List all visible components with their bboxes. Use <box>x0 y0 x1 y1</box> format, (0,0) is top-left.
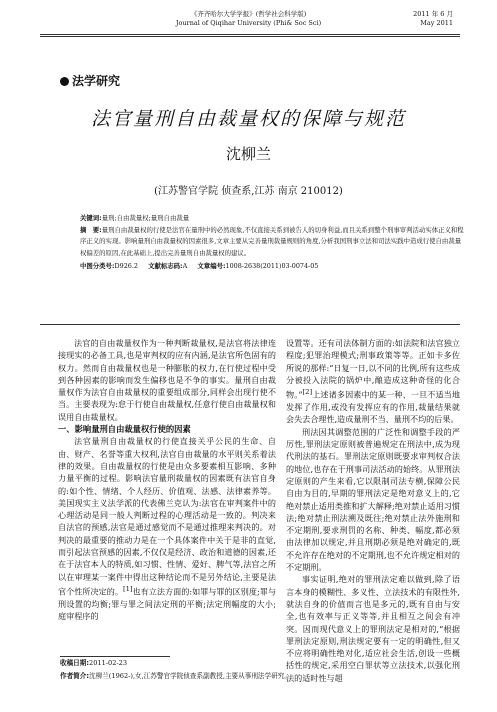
footnote-ref-2: [2] <box>302 388 313 397</box>
class-label: 中图分类号: <box>80 262 115 270</box>
author-bio-value: 沈柳兰(1962-),女,江苏警官学院侦查系副教授,主要从事刑法学研究。 <box>89 672 291 680</box>
footnote-block <box>60 657 460 683</box>
abstract-rule <box>40 324 460 325</box>
paragraph-a-text: 设置等。还有司法体制方面的:如法院和法官独立程度;犯罪治理模式;刑事政策等等。正如卡多佐所说的那样:“日复一日,以不同的比例,所有这些成分被投入法院的锅炉中,酿造成这种奇怪的化合物。” <box>286 338 460 400</box>
author-bio-label: 作者简介: <box>60 672 90 680</box>
class-value: D926.2 <box>114 262 138 270</box>
paragraph-1-text: 法官量刑自由裁量权的行使直接关乎公民的生命、自由、财产、名誉等重大权利,法官自由裁量的水平则关系着法律的效果。自由裁量权的行使是由众多要素相互影响、多种力量平衡的过程。影响法官量刑裁量权的因素既有法官自身的:如个性、情绪、个人经历、价值观、法感、法律素养等。美国现实主义法学派的代表佛兰克认为:法官在审判案件中的心理活动是同一般人判断过程的心理活动是一致的。判决来自法官的预感,法官是通过感觉而不是通过推理来判决的。对判决的最重要的推动力是在一个具体案件中关于是非的直觉,而引起法官预感的因素,不仅仅是经济、政治和道德的因素,还在于法官本人的特质,如习惯、性情、爱好、脾气等,法官之所以在审理某一案件中得出这种结论而不是另外结论,主要是法官个性所决定的。 <box>58 436 276 597</box>
section-1-heading: 一、影响量刑自由裁量权行使的因素 <box>58 424 191 435</box>
intro-paragraph: 法官的自由裁量权作为一种判断裁量权,是法官将法律连接现实的必备工具,也是审判权的应有内涵,是法官所色固有的权力。然而自由裁量权也是一种膨胀的权力,在行使过程中受到各种因素的影响而发生偏移也是不争的事实。量刑自由裁量权作为法官自由裁量权的重要组成部分,同样会出现行使不当。主要表现为:怠于行使自由裁量权,任意行使自由裁量权和误用自由裁量权。 <box>58 338 276 422</box>
header-rule-thin <box>40 36 460 37</box>
bullet-icon <box>60 77 69 86</box>
paper-author: 沈柳兰 <box>225 145 271 163</box>
received-value: 2011-02-23 <box>89 659 128 667</box>
paragraph-a-tail: 上述诸多因素中的某一种、一旦不适当地发挥了作用,或没有发挥应有的作用,裁量结果就会失去合理性,造成量刑不当、量刑不均的后果。 <box>286 389 460 425</box>
received-line <box>60 657 460 670</box>
doc-value: A <box>182 262 188 270</box>
footnote-ref-1: [1] <box>122 584 133 593</box>
paragraph-1 <box>58 435 276 622</box>
abstract-block <box>80 213 466 273</box>
abstract-line <box>80 225 466 260</box>
issue-date <box>413 10 453 28</box>
abstract-text: 量刑自由裁量权的行使是法官在量刑中的必然现象,不仅直接关系到被告人的切身利益,而且关系到整个刑事审判活动实体正义和程序正义的实现。影响量刑自由裁量权的因素很多,文章主要从完善量刑裁量规则的角度,分析我国刑事立法和司法实践中造成行使自由裁量权偏差的原因,在此基础上,提出完善量刑自由裁量权的建议。 <box>80 225 464 257</box>
body-column-right <box>286 337 460 684</box>
issue-date-cn: 2011 年 6 月 <box>413 10 453 18</box>
section-label: 法学研究 <box>72 74 121 88</box>
journal-name-en: Journal of Qiqihar University (Phi& Soc Sci) <box>175 19 322 27</box>
keywords: 量刑;自由裁量权;量刑自由裁量 <box>101 214 190 222</box>
keywords-line <box>80 213 466 225</box>
author-affiliation: (江苏警官学院 侦查系,江苏 南京 210012) <box>154 186 343 197</box>
running-header <box>0 8 497 34</box>
received-label: 收稿日期: <box>60 659 90 667</box>
paragraph-a <box>286 337 460 426</box>
paragraph-b: 刑法因其调整范围的广泛性和调整手段的严厉性,罪刑法定原则被普遍规定在刑法中,成为现代刑法的基石。罪刑法定原则既要求审判权合法的地位,也存在于刑事司法活动的始终。从罪刑法定原则的产生来看,它以限制司法专横,保障公民自由为目的,早期的罪刑法定是绝对意义上的,它绝对禁止适用类推和扩大解释;绝对禁止适用习惯法;绝对禁止刑法溯及既往;绝对禁止法外施刑和不定期刑,要求刑罚的名称、种类、幅度,都必须由法律加以规定,并且刑期必须是绝对确定的,既不允许存在绝对的不定期刑,也不允许规定相对的不定期刑。 <box>286 426 460 573</box>
author-bio-line <box>60 670 460 683</box>
section-heading <box>60 72 120 89</box>
doc-label: 文献标志码: <box>148 262 183 270</box>
keywords-label: 关键词: <box>80 214 102 222</box>
paragraph-1-tail: 也有立法方面的:如罪与罪的区别度;罪与刑设置的均衡;罪与罪之间法定刑的平衡;法定刑幅度的大小;庭审程序的 <box>58 586 276 622</box>
issue-date-en: May 2011 <box>420 19 453 27</box>
journal-name-cn: 《齐齐哈尔大学学报》(哲学社会科学版) <box>190 10 307 18</box>
body-column-left <box>58 337 276 623</box>
paragraph-c: 事实证明,绝对的罪刑法定难以做到,除了语言本身的模糊性、多义性、立法技术的有限性外,就法自身的价值而言也是多元的,既有自由与安全,也有效率与正义等等,并且相互之间会有冲突。因而现代意义上的罪刑法定是相对的,“根据罪刑法定原则,刑法规定要有一定的明确性,但又不应将明确性绝对化,适应社会生活,创设一些概括性的规定,采用空白罪状等立法技术,以强化刑法的适时性与超 <box>286 574 460 683</box>
abstract-label: 摘 要: <box>80 225 102 234</box>
article-value: 1008-2638(2011)03-0074-05 <box>225 262 319 270</box>
article-label: 文章编号: <box>197 262 226 270</box>
header-rule <box>40 34 460 35</box>
paper-title: 法官量刑自由裁量权的保障与规范 <box>90 108 406 130</box>
classification-line <box>80 261 466 273</box>
